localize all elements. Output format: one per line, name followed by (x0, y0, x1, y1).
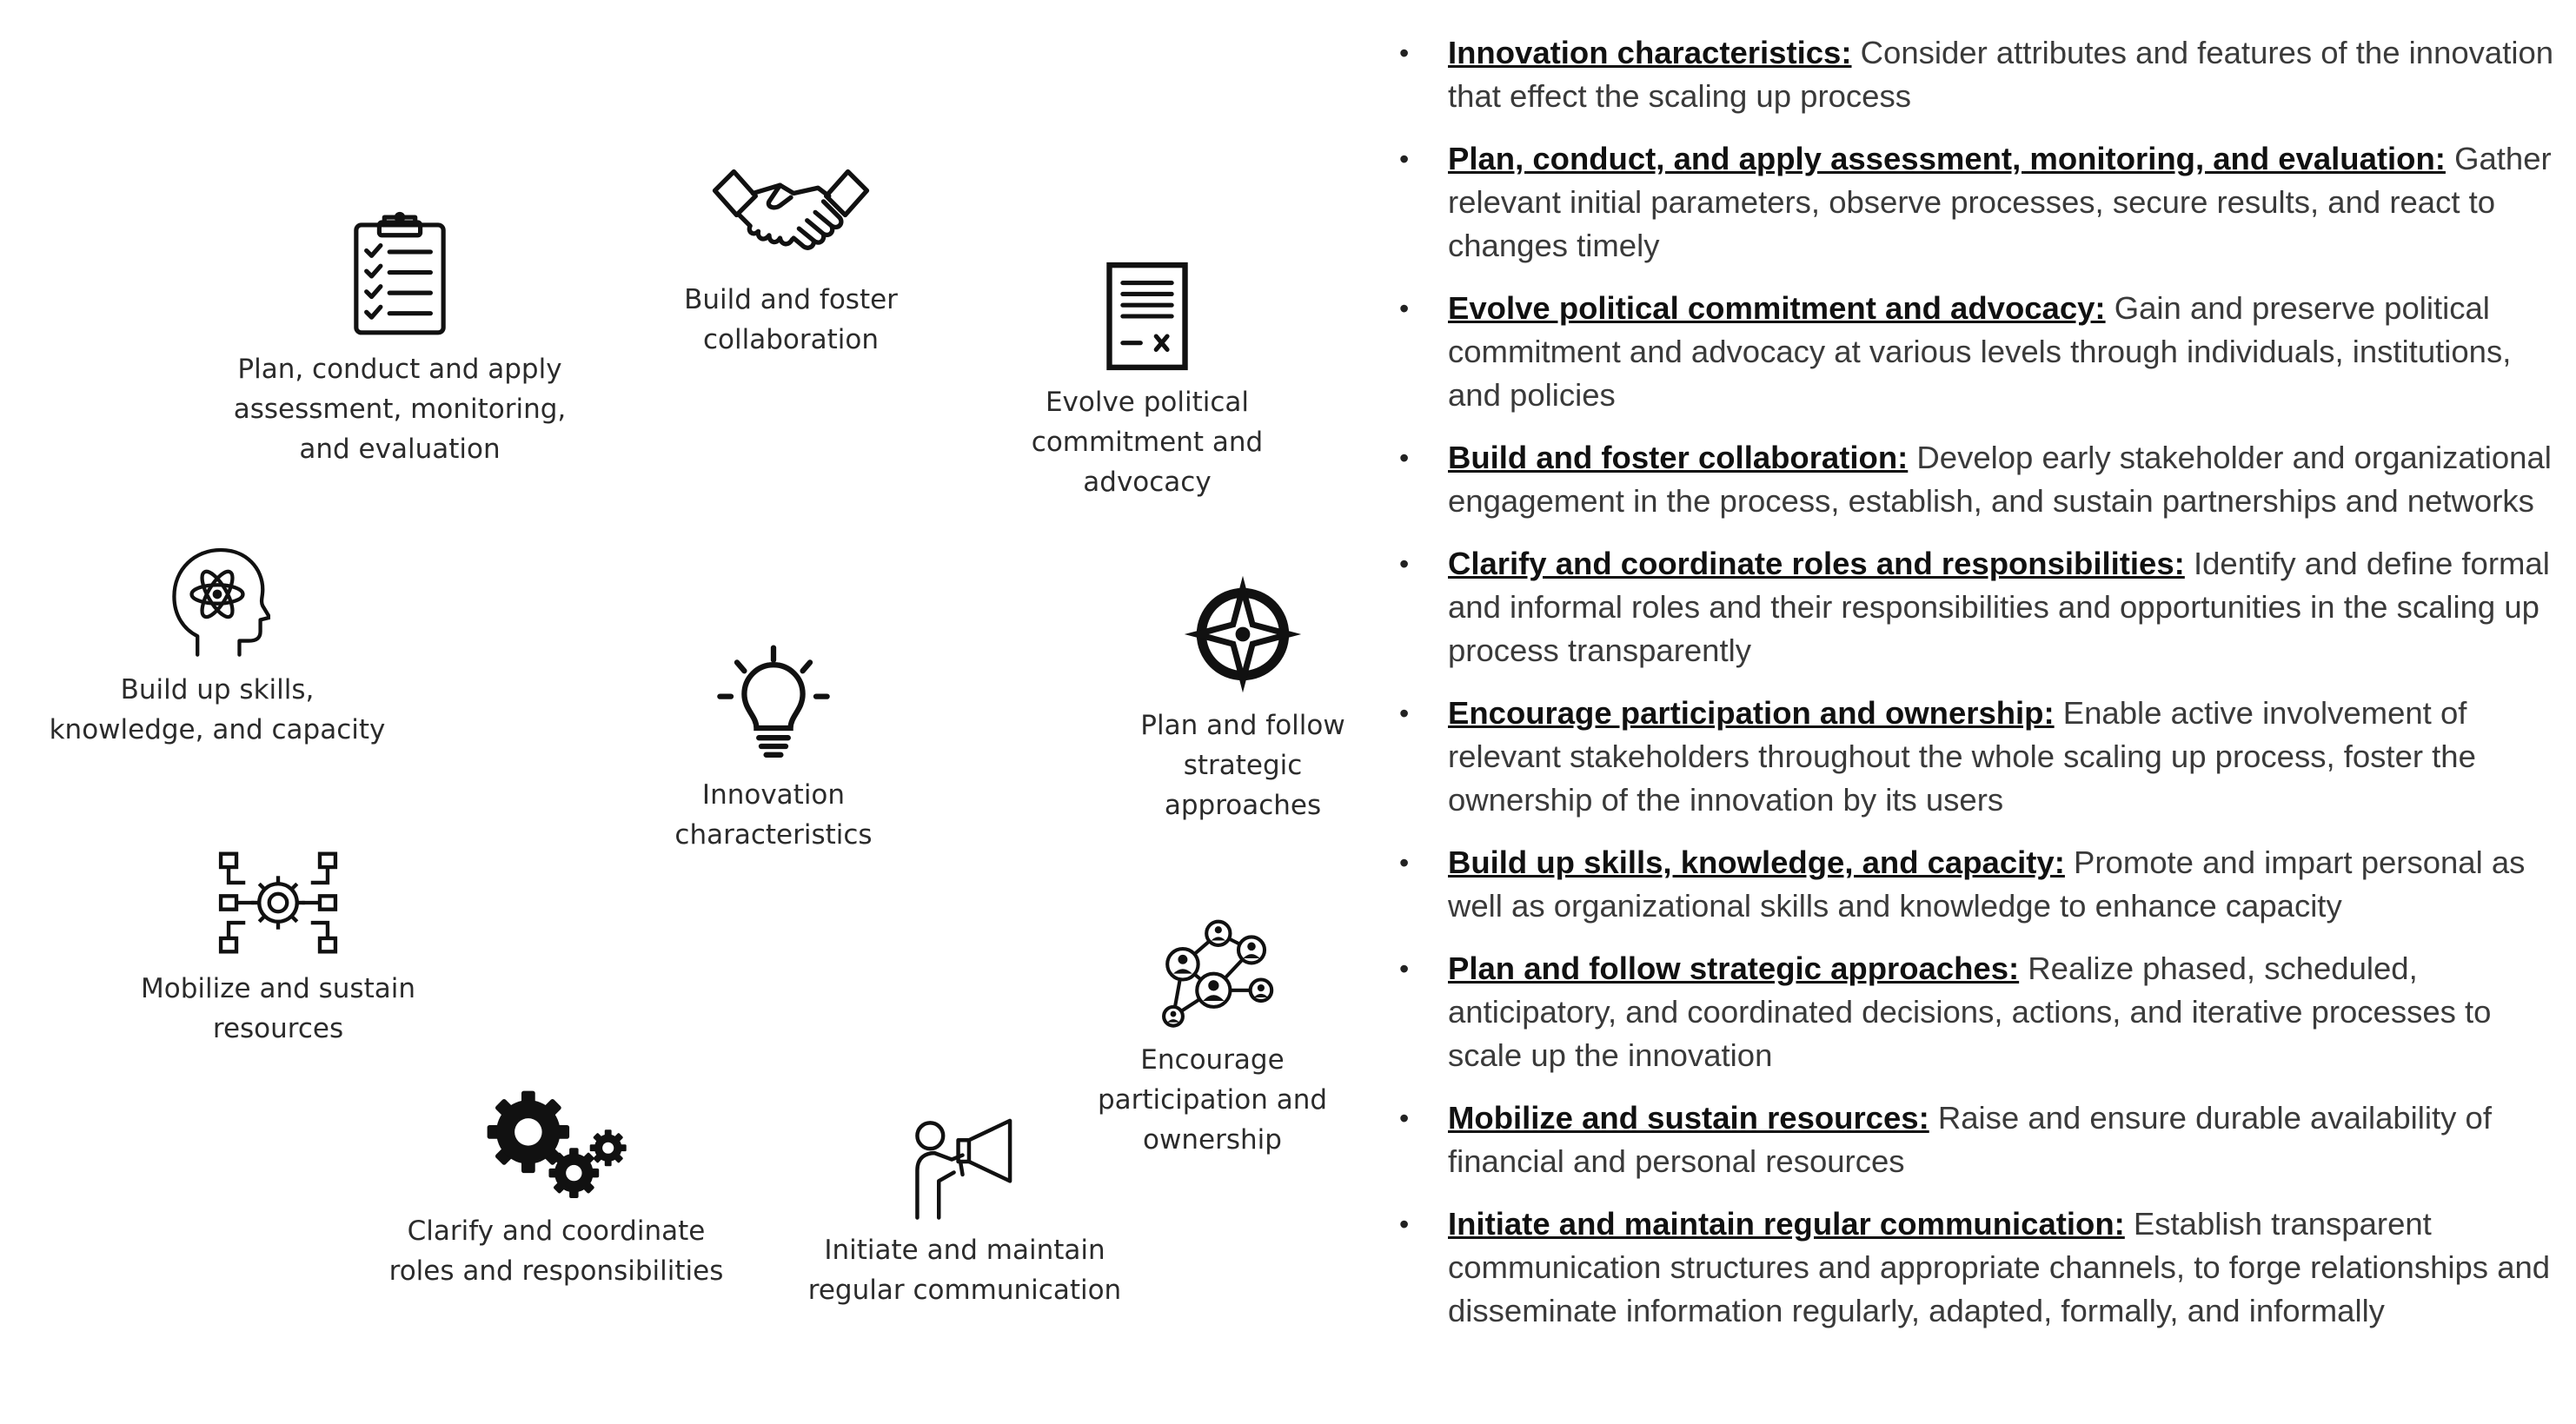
list-item-desc: Establish transparent communication structures and appropriate channels, to forge relationships and disseminate information regularly, adapted, formally, and informally (1448, 1206, 2551, 1328)
document-signature-icon (1102, 261, 1192, 372)
definitions-list (1399, 31, 2555, 1333)
list-item-term: Plan, conduct, and apply assessment, monitoring, and evaluation: (1448, 141, 2446, 176)
node-plan-conduct (209, 209, 591, 469)
list-item-text (1448, 542, 2555, 672)
list-item-term: Encourage participation and ownership: (1448, 695, 2055, 731)
node-caption: Encourage participation and ownership (1097, 1044, 1328, 1156)
list-item (1399, 1096, 2555, 1183)
list-item (1399, 31, 2555, 118)
bullet-marker: • (1399, 143, 1410, 175)
gears-icon (485, 1086, 627, 1201)
list-item-desc: Develop early stakeholder and organizational engagement in the process, establish, and sustain partnerships and networks (1448, 440, 2552, 519)
list-item (1399, 542, 2555, 672)
bullet-marker: • (1399, 442, 1410, 474)
handshake-icon (708, 161, 873, 269)
bullet-marker: • (1399, 847, 1410, 878)
list-item-desc: Realize phased, scheduled, anticipatory, and coordinated decisions, actions, and iterative processes to scale up the innovation (1448, 950, 2492, 1073)
list-item (1399, 287, 2555, 417)
clipboard-checklist-icon (349, 209, 451, 339)
list-item-desc: Gain and preserve political commitment and advocacy at various levels through individuals, institutions, and policies (1448, 290, 2512, 413)
list-item (1399, 692, 2555, 822)
list-item-text (1448, 841, 2555, 928)
node-caption: Plan and follow strategic approaches (1140, 710, 1345, 821)
bullet-marker: • (1399, 293, 1410, 324)
lightbulb-icon (713, 643, 834, 765)
node-caption: Clarify and coordinate roles and responsibilities (388, 1215, 724, 1287)
people-network-icon (1147, 917, 1278, 1030)
node-clarify-roles (365, 1086, 747, 1291)
node-caption: Evolve political commitment and advocacy (1031, 387, 1264, 498)
list-item-term: Evolve political commitment and advocacy: (1448, 290, 2106, 326)
list-item-term: Innovation characteristics: (1448, 35, 1852, 70)
head-atom-icon (164, 543, 270, 659)
list-item (1399, 137, 2555, 268)
list-item (1399, 436, 2555, 523)
megaphone-person-icon (911, 1112, 1019, 1220)
center-caption: Innovation characteristics (674, 779, 873, 851)
bullet-marker: • (1399, 548, 1410, 580)
node-build-collaboration (626, 161, 956, 360)
list-item-term: Clarify and coordinate roles and responsibilities: (1448, 546, 2185, 581)
node-caption: Build and foster collaboration (684, 284, 898, 355)
node-build-skills (35, 543, 400, 750)
node-regular-communication (791, 1112, 1139, 1310)
node-caption: Mobilize and sustain resources (141, 973, 415, 1044)
bullet-marker: • (1399, 698, 1410, 729)
list-item-text (1448, 137, 2555, 268)
list-item-desc: Enable active involvement of relevant stakeholders throughout the whole scaling up process, foster the ownership of the innovation by its users (1448, 695, 2476, 818)
list-item-desc: Promote and impart personal as well as organizational skills and knowledge to enhance capacity (1448, 844, 2526, 924)
bullet-marker: • (1399, 1103, 1410, 1134)
list-item-term: Mobilize and sustain resources: (1448, 1100, 1929, 1136)
list-item (1399, 947, 2555, 1077)
node-caption: Initiate and maintain regular communication (807, 1235, 1122, 1306)
list-item-desc: Raise and ensure durable availability of financial and personal resources (1448, 1100, 2492, 1179)
gear-network-icon (213, 847, 343, 958)
bullet-marker: • (1399, 37, 1410, 69)
list-item-text (1448, 436, 2555, 523)
list-item-term: Initiate and maintain regular communication: (1448, 1206, 2125, 1242)
list-item (1399, 841, 2555, 928)
node-mobilize-resources (113, 847, 443, 1049)
list-item-text (1448, 947, 2555, 1077)
list-item-term: Plan and follow strategic approaches: (1448, 950, 2020, 986)
list-item-desc: Identify and define formal and informal roles and their responsibilities and opportunities in the scaling up process transparently (1448, 546, 2550, 668)
node-caption: Build up skills, knowledge, and capacity (49, 674, 386, 745)
list-item-text (1448, 1096, 2555, 1183)
compass-icon (1182, 573, 1304, 695)
list-item-desc: Consider attributes and features of the innovation that effect the scaling up process (1448, 35, 2554, 114)
list-item-text (1448, 692, 2555, 822)
list-item-text (1448, 287, 2555, 417)
diagram-center-node (608, 643, 939, 855)
node-caption: Plan, conduct and apply assessment, monitoring, and evaluation (233, 354, 567, 465)
bullet-marker: • (1399, 953, 1410, 984)
bullet-marker: • (1399, 1209, 1410, 1240)
list-item-term: Build and foster collaboration: (1448, 440, 1909, 475)
list-item-text (1448, 31, 2555, 118)
list-item-text (1448, 1202, 2555, 1333)
list-item-desc: Gather relevant initial parameters, observe processes, secure results, and react to changes timely (1448, 141, 2552, 263)
list-item-term: Build up skills, knowledge, and capacity: (1448, 844, 2065, 880)
list-item (1399, 1202, 2555, 1333)
node-strategic-approaches (1104, 573, 1382, 825)
node-evolve-political (1008, 261, 1286, 502)
